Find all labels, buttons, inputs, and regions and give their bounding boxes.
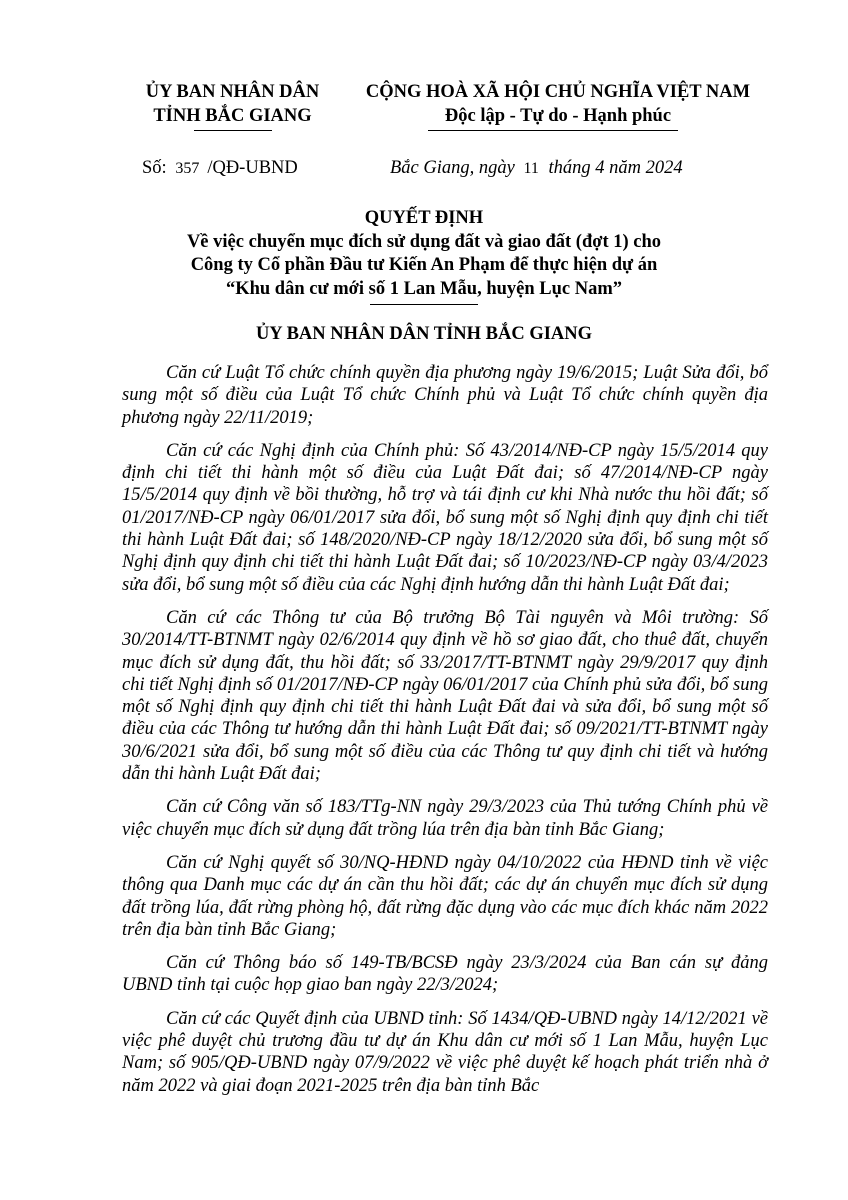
document-number-prefix: Số: [142, 158, 167, 178]
issuer-heading: ỦY BAN NHÂN DÂN TỈNH BẮC GIANG [255, 324, 593, 344]
legal-basis-section [122, 362, 768, 1108]
subject-line: “Khu dân cư mới số 1 Lan Mẫu, huyện Lục Nam” [225, 278, 623, 299]
legal-basis-paragraph: Căn cứ các Thông tư của Bộ trưởng Bộ Tài nguyên và Môi trường: Số 30/2014/TT-BTNMT ngày 02/6/2014 quy định về hồ sơ giao đất, cho thuê đất, chuyển mục đích sử dụng đất, thu hồi đất; số 33/2017/TT-BTNMT ngày 29/9/2017 quy định chi tiết Nghị định số 01/2017/NĐ-CP ngày 06/01/2017 của Chính phủ sửa đổi, bổ sung một số Nghị định quy định chi tiết thi hành Luật Đất đai và sửa đổi, bổ sung một số điều của các Thông tư hướng dẫn thi hành Luật Đất đai; số 09/2021/TT-BTNMT ngày 30/6/2021 sửa đổi, bổ sung một số điều của các Thông tư quy định chi tiết và hướng dẫn thi hành Luật Đất đai; [122, 607, 768, 785]
document-number-suffix: /QĐ-UBND [207, 158, 298, 178]
motto-underline [428, 130, 678, 131]
document-number [142, 156, 298, 181]
subject-line: Công ty Cổ phần Đầu tư Kiến An Phạm để thực hiện dự án [190, 255, 658, 275]
subject-line: Về việc chuyển mục đích sử dụng đất và giao đất (đợt 1) cho [186, 231, 662, 252]
legal-basis-paragraph: Căn cứ Luật Tổ chức chính quyền địa phương ngày 19/6/2015; Luật Sửa đổi, bổ sung một số điều của Luật Tổ chức Chính phủ và Luật Tổ chức chính quyền địa phương ngày 22/11/2019; [122, 363, 768, 428]
legal-basis-paragraph: Căn cứ các Quyết định của UBND tỉnh: Số 1434/QĐ-UBND ngày 14/12/2021 về việc phê duyệt chủ trương đầu tư dự án Khu dân cư mới số 1 Lan Mẫu, huyện Lục Nam; số 905/QĐ-UBND ngày 07/9/2022 về việc phê duyệt kế hoạch phát triển nhà ở năm 2022 và giai đoạn 2021-2025 trên địa bàn tỉnh Bắc [122, 1008, 768, 1096]
subject-underline [370, 304, 478, 305]
place-date-prefix: Bắc Giang, ngày [390, 158, 515, 178]
legal-basis-paragraph: Căn cứ các Nghị định của Chính phủ: Số 43/2014/NĐ-CP ngày 15/5/2014 quy định chi tiết thi hành một số điều của Luật Đất đai; số 47/2014/NĐ-CP ngày 15/5/2014 quy định về bồi thường, hỗ trợ và tái định cư khi Nhà nước thu hồi đất; số 01/2017/NĐ-CP ngày 06/01/2017 sửa đổi, bổ sung một số Nghị định quy định chi tiết thi hành Luật Đất đai; số 148/2020/NĐ-CP ngày 18/12/2020 sửa đổi, bổ sung một số Nghị định quy định chi tiết thi hành Luật Đất đai; số 10/2023/NĐ-CP ngày 03/4/2023 sửa đổi, bổ sung một số điều của các Nghị định hướng dẫn thi hành Luật Đất đai; [122, 440, 768, 595]
document-title [100, 207, 748, 301]
national-title [348, 80, 768, 128]
authority-underline [194, 130, 272, 131]
place-date-suffix: tháng 4 năm 2024 [548, 158, 683, 178]
legal-basis-paragraph: Căn cứ Nghị quyết số 30/NQ-HĐND ngày 04/10/2022 của HĐND tỉnh về việc thông qua Danh mục các dự án cần thu hồi đất; các dự án chuyển mục đích sử dụng đất trồng lúa, đất rừng phòng hộ, đất rừng đặc dụng vào các mục đích khác năm 2022 trên địa bàn tỉnh Bắc Giang; [122, 852, 768, 940]
legal-basis-paragraph: Căn cứ Công văn số 183/TTg-NN ngày 29/3/2023 của Thủ tướng Chính phủ về việc chuyển mục đích sử dụng đất trồng lúa trên địa bàn tỉnh Bắc Giang; [122, 797, 768, 840]
issuing-authority-line2: TỈNH BẮC GIANG [153, 106, 312, 126]
national-motto: Độc lập - Tự do - Hạnh phúc [444, 106, 672, 126]
document-type-heading: QUYẾT ĐỊNH [364, 208, 484, 228]
issuing-authority-line1: ỦY BAN NHÂN DÂN [145, 82, 320, 102]
date-day: 11 [523, 160, 539, 177]
legal-basis-paragraph: Căn cứ Thông báo số 149-TB/BCSĐ ngày 23/3/2024 của Ban cán sự đảng UBND tỉnh tại cuộc họp giao ban ngày 22/3/2024; [122, 953, 768, 996]
document-number-value: 357 [175, 160, 200, 177]
issuing-authority [120, 80, 345, 128]
national-title-line1: CỘNG HOÀ XÃ HỘI CHỦ NGHĨA VIỆT NAM [365, 82, 751, 102]
place-and-date [390, 156, 683, 181]
